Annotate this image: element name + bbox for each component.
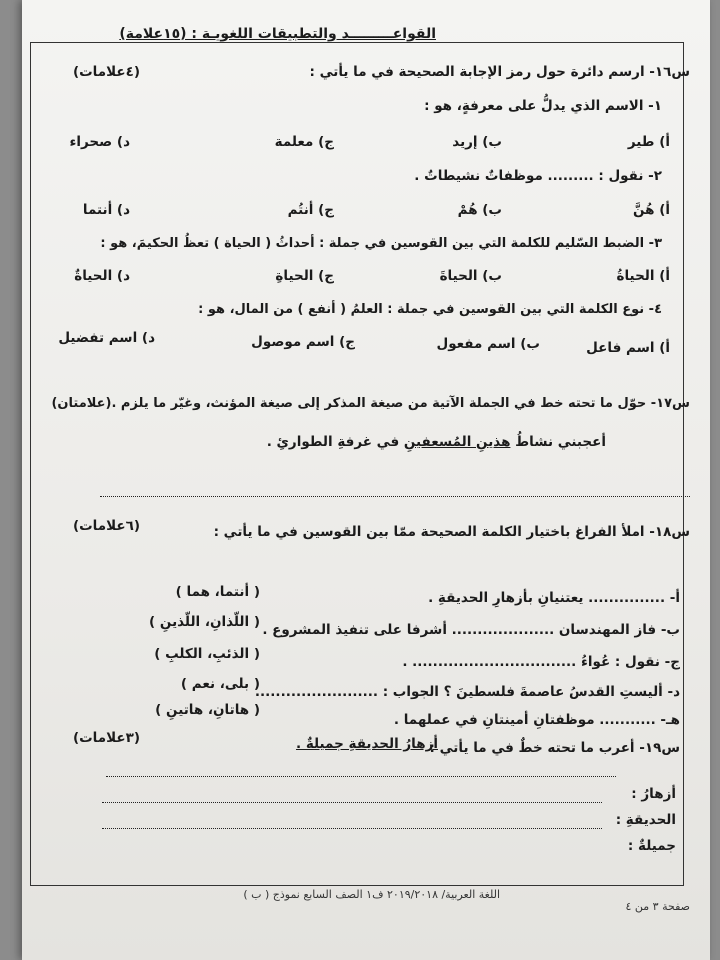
page-number: صفحة ٣ من ٤: [625, 900, 690, 913]
q16-item2-option-d: د) أنتما: [82, 202, 130, 218]
q18-item-e-choices: ( هاتانِ، هاتينِ ): [155, 702, 260, 718]
q16-item2-stem: ٢- نقول : ......... موظفاتٌ نشيطاتٌ .: [414, 168, 662, 184]
q16-item1-option-d: د) صحراء: [69, 134, 130, 150]
q19-sentence: أزهارُ الحديقةِ جميلةٌ .: [295, 736, 438, 752]
q19-answer-line-1: [106, 776, 616, 777]
q17-sentence-start: أعجبني نشاطُ: [510, 434, 606, 450]
q18-item-c-choices: ( الذئبِ، الكلبِ ): [154, 646, 260, 662]
q16-item1-option-c: ج) معلمة: [274, 134, 334, 150]
q16-item3-option-b: ب) الحياةَ: [439, 268, 502, 284]
q17-prompt: س١٧- حوّل ما تحته خط في الجملة الآتية من صيغة المذكر إلى صيغة المؤنث، وغيّر ما يلزم .(علامتان): [51, 396, 690, 411]
q16-item4-option-c: ج) اسم موصول: [251, 334, 355, 350]
q19-marks: (٣علامات): [72, 730, 140, 746]
q18-prompt: س١٨- املأ الفراغ باختيار الكلمة الصحيحة ممّا بين القوسين في ما يأتي :: [213, 524, 690, 540]
q16-item2-option-b: ب) هُمْ: [457, 202, 502, 218]
q16-item3-option-c: ج) الحياةِ: [275, 268, 334, 284]
q18-item-d: د- أليستِ القدسُ عاصمةَ فلسطينَ ؟ الجواب : ........................: [254, 684, 680, 700]
q16-item4-option-b: ب) اسم مفعول: [436, 336, 540, 352]
q16-item2-option-c: ج) أنتُم: [287, 202, 334, 218]
q18-item-a: أ- ............... يعتنيانِ بأزهارِ الحديقةِ .: [428, 590, 680, 606]
q16-item3-option-a: أ) الحياةُ: [616, 268, 670, 284]
q17-answer-line: [100, 496, 690, 497]
q18-item-d-choices: ( بلى، نعم ): [180, 676, 260, 692]
q17-sentence-end: في غرفةِ الطوارئِ .: [266, 434, 404, 450]
q18-item-b-choices: ( اللّذانِ، اللّذينِ ): [149, 614, 260, 630]
q16-prompt: س١٦- ارسم دائرة حول رمز الإجابة الصحيحة في ما يأتي :: [309, 64, 690, 80]
q18-item-c: ج- نقول : عُواءُ ................................ .: [402, 654, 680, 670]
q16-item2-option-a: أ) هُنَّ: [632, 202, 670, 218]
q19-prompt: س١٩- أعرب ما تحته خطٌ في ما يأتي :: [429, 740, 680, 756]
q16-item3-option-d: د) الحياةٌ: [74, 268, 130, 284]
q17-sentence: [267, 434, 606, 450]
q16-item4-option-d: د) اسم تفضيل: [58, 330, 155, 346]
q16-item4-stem: ٤- نوع الكلمة التي بين القوسين في جملة : العلمُ ( أنفع ) من المال، هو :: [198, 302, 662, 317]
q18-marks: (٦علامات): [72, 518, 140, 534]
q16-marks: (٤علامات): [72, 64, 140, 80]
section-title: القواعـــــــــد والتطبيقات اللغويـة : (١٥علامة): [119, 26, 436, 42]
q17-underlined-phrase: هذينِ المُسعفينِ: [403, 434, 511, 450]
q16-item3-stem: ٣- الضبط السّليم للكلمة التي بين القوسين في جملة : أحداثُ ( الحياة ) تعظُ الحكيمَ، هو :: [100, 236, 662, 251]
q19-label-word3: جميلةٌ :: [627, 838, 676, 854]
q16-item1-stem: ١- الاسم الذي يدلُّ على معرفةٍ، هو :: [424, 98, 662, 114]
exam-page: [22, 0, 710, 960]
q18-item-a-choices: ( أنتما، هما ): [175, 584, 260, 600]
footer-info: اللغة العربية/ ٢٠١٩/٢٠١٨ ف١ الصف السابع نموذج ( ب ): [243, 888, 500, 901]
q19-answer-line-3: [102, 828, 602, 829]
q16-item4-option-a: أ) اسم فاعل: [586, 340, 670, 356]
q18-item-e: هـ- ........... موظفتانِ أمينتانِ في عملهما .: [393, 712, 680, 728]
q19-answer-line-2: [102, 802, 602, 803]
q19-label-word2: الحديقةِ :: [615, 812, 676, 828]
q16-item1-option-a: أ) طير: [627, 134, 670, 150]
q18-item-b: ب- فاز المهندسان .................... أشرفا على تنفيذ المشروع .: [262, 622, 680, 638]
q19-label-word1: أزهارُ :: [631, 786, 676, 802]
q16-item1-option-b: ب) إريد: [452, 134, 502, 150]
